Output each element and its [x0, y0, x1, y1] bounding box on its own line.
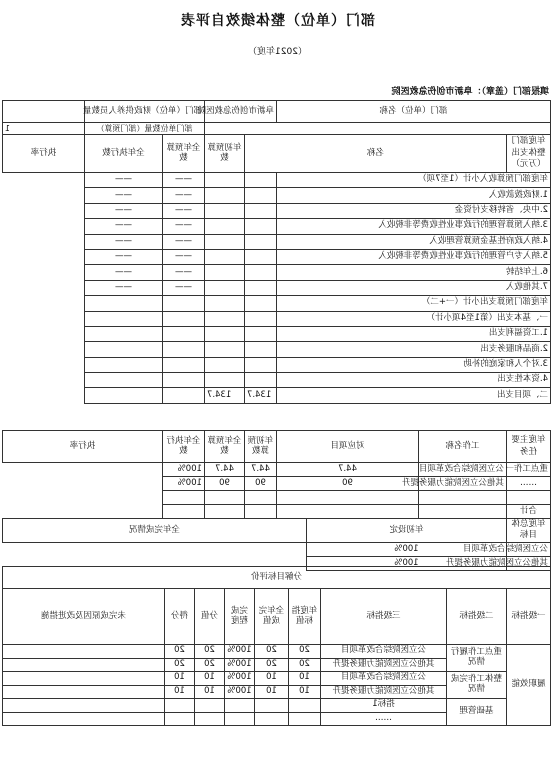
fund-full-budget	[204, 357, 244, 372]
table-row	[2, 219, 550, 234]
fund-budget	[244, 342, 276, 357]
eval-l2: 整体工作完成情况	[447, 672, 507, 699]
col-project: 对应项目	[277, 431, 419, 463]
fund-item-name: 4.纳入政府性基金预算管理收入	[276, 234, 550, 249]
fund-full-budget	[204, 249, 244, 264]
col-score: 得分	[165, 589, 195, 645]
task-rate: 100%	[163, 463, 205, 477]
table-row	[2, 173, 550, 188]
goals-side-label: 年度总体目标	[507, 519, 551, 543]
fund-rate: ——	[84, 188, 162, 203]
dept-name-label: 部门（单位）名称	[276, 101, 550, 123]
table-row	[2, 357, 550, 372]
tasks-table	[2, 430, 551, 519]
fund-item-name: 3.纳入预算管理的行政事业性收费等非税收入	[276, 219, 550, 234]
task-full-exec: 44.7	[205, 463, 245, 477]
fund-budget	[244, 249, 276, 264]
fund-rate: ——	[84, 280, 162, 295]
fund-full-budget	[204, 342, 244, 357]
eval-table	[2, 566, 551, 726]
eval-rate	[225, 712, 255, 726]
fund-item-name: 6.上年结转	[276, 265, 550, 280]
fund-rate	[84, 326, 162, 341]
eval-reason	[2, 672, 164, 686]
col-done: 全年完成情况	[3, 519, 307, 543]
eval-score: 10	[165, 672, 195, 686]
fund-budget	[244, 219, 276, 234]
table-row	[2, 249, 550, 264]
fund-full-budget	[204, 234, 244, 249]
col-full-exec: 全年执行数	[84, 135, 162, 173]
table-row	[2, 311, 550, 326]
col-task-rate: 执行率	[3, 431, 163, 463]
fund-budget	[244, 311, 276, 326]
eval-reason	[2, 712, 164, 726]
eval-reason	[2, 658, 164, 672]
fund-item-name: 年度部门预算支出小计（一+二）	[276, 296, 550, 311]
fund-item-name: 5.纳入专户管理的行政事业性收费等非税收入	[276, 249, 550, 264]
fund-rate	[84, 388, 162, 403]
eval-target	[289, 712, 321, 726]
fund-budget	[244, 357, 276, 372]
fund-item-name: 1.工资福利支出	[276, 326, 550, 341]
fund-budget	[244, 203, 276, 218]
fund-full-budget	[204, 296, 244, 311]
fund-full-exec	[162, 388, 204, 403]
report-year: （2021年度）	[248, 47, 307, 57]
eval-section-title: 分解目标评价	[2, 567, 550, 589]
fund-rate	[84, 357, 162, 372]
fund-item-name: 一、基本支出（第1至4项小计）	[276, 311, 550, 326]
eval-target: 10	[289, 672, 321, 686]
eval-full: 10	[255, 672, 289, 686]
eval-target: 20	[289, 658, 321, 672]
eval-l3: 指标1	[321, 699, 447, 713]
fund-full-exec: ——	[162, 280, 204, 295]
col-plan: 年初设定	[307, 519, 507, 543]
fund-item-name: 2.中央、省转移支付资金	[276, 203, 550, 218]
table-row	[2, 265, 550, 280]
fund-rate	[84, 296, 162, 311]
col-task-full-exec: 全年执行数	[163, 431, 205, 463]
eval-target	[289, 699, 321, 713]
eval-score-weight: 10	[195, 672, 225, 686]
fund-rate: ——	[84, 265, 162, 280]
page-title: 部门（单位）整体绩效自评表	[180, 13, 375, 29]
eval-score	[165, 699, 195, 713]
fund-rate	[84, 342, 162, 357]
eval-rate: 100%	[225, 645, 255, 659]
task-full-budget: 90	[245, 477, 277, 491]
fund-full-budget	[204, 326, 244, 341]
fund-item-name: 7.其他收入	[276, 280, 550, 295]
eval-score-weight: 20	[195, 645, 225, 659]
fund-full-exec: ——	[162, 265, 204, 280]
fund-rate: ——	[84, 234, 162, 249]
eval-l3: 公立医院综合改革项目	[321, 672, 447, 686]
fund-full-budget	[204, 265, 244, 280]
fund-rate: ——	[84, 203, 162, 218]
task-budget: 44.7	[277, 463, 419, 477]
table-row	[2, 388, 550, 403]
fund-budget	[244, 296, 276, 311]
task-full-exec: 90	[205, 477, 245, 491]
table-row	[2, 373, 550, 388]
eval-target: 10	[289, 685, 321, 699]
col-full: 全年完成值	[255, 589, 289, 645]
fund-full-exec: ——	[162, 173, 204, 188]
eval-score: 20	[165, 645, 195, 659]
fund-budget	[244, 265, 276, 280]
fund-full-budget	[204, 173, 244, 188]
fund-full-budget	[204, 203, 244, 218]
fund-budget	[244, 173, 276, 188]
fund-budget	[244, 326, 276, 341]
goal-done: 100%	[307, 542, 507, 556]
col-l1: 一级指标	[507, 589, 551, 645]
eval-full: 10	[255, 685, 289, 699]
table-row	[2, 203, 550, 218]
table-row	[2, 672, 550, 686]
col-full-budget: 全年预算数	[162, 135, 204, 173]
fund-budget	[244, 188, 276, 203]
col-task-full-budget: 全年预算数	[205, 431, 245, 463]
funds-side-label: 年度部门整体支出（万元）	[507, 135, 551, 173]
table-row	[2, 326, 550, 341]
fund-item-name: 年度部门预算收入小计（1至7项）	[276, 173, 550, 188]
fund-full-exec: ——	[162, 249, 204, 264]
fund-full-budget: 134.7	[204, 388, 244, 403]
goal-plan: 其他公立医院能力服务提升	[507, 556, 551, 570]
fund-rate	[84, 373, 162, 388]
fund-full-exec: ——	[162, 234, 204, 249]
dept-name-value: 阜新市创伤急救医院	[204, 101, 276, 123]
col-l2: 二级指标	[447, 589, 507, 645]
fund-full-exec: ——	[162, 203, 204, 218]
table-row	[2, 296, 550, 311]
eval-l1-label: 履职效能	[507, 645, 551, 726]
col-task: 工作名称	[419, 431, 507, 463]
table-row	[3, 542, 551, 556]
eval-rate: 100%	[225, 658, 255, 672]
task-budget: 90	[277, 477, 419, 491]
fund-rate: ——	[84, 219, 162, 234]
eval-full: 20	[255, 645, 289, 659]
fund-full-exec: ——	[162, 219, 204, 234]
fund-rate	[84, 311, 162, 326]
col-name: 名称	[244, 135, 506, 173]
goal-plan: 公立医院综合改革项目	[507, 542, 551, 556]
col-eval-rate: 完成程度	[225, 589, 255, 645]
eval-rate	[225, 699, 255, 713]
staff-count-value	[2, 101, 84, 123]
eval-l3: ……	[321, 712, 447, 726]
col-rate: 执行率	[2, 135, 84, 173]
fund-item-name: 1.财政拨款收入	[276, 188, 550, 203]
fund-full-exec	[162, 342, 204, 357]
fund-budget	[244, 234, 276, 249]
eval-l2: 重点工作履行情况	[447, 645, 507, 672]
task-name: 重点工作一	[507, 463, 551, 477]
table-row	[3, 477, 551, 491]
funds-table	[2, 100, 551, 404]
table-row	[3, 463, 551, 477]
eval-l3: 其他公立医院能力服务提升	[321, 685, 447, 699]
fund-full-exec	[162, 357, 204, 372]
goals-table	[2, 518, 551, 571]
table-row	[2, 699, 550, 713]
fund-rate: ——	[84, 249, 162, 264]
fund-full-budget	[204, 280, 244, 295]
fund-item-name: 2.商品和服务支出	[276, 342, 550, 357]
fund-item-name: 二、项目支出	[276, 388, 550, 403]
eval-l2: 基础管理	[447, 699, 507, 726]
eval-full	[255, 712, 289, 726]
fund-full-exec	[162, 311, 204, 326]
fund-full-exec	[162, 373, 204, 388]
tasks-side-label: 年度主要任务	[507, 431, 551, 463]
fund-item-name: 4.资本性支出	[276, 373, 550, 388]
col-budget: 年初预算数	[204, 135, 244, 173]
eval-score-weight: 20	[195, 658, 225, 672]
task-rate: 100%	[163, 477, 205, 491]
eval-score-weight	[195, 699, 225, 713]
eval-score: 20	[165, 658, 195, 672]
fund-budget	[244, 373, 276, 388]
eval-reason	[2, 685, 164, 699]
fund-full-exec	[162, 326, 204, 341]
eval-l3: 其他公立医院能力服务提升	[321, 658, 447, 672]
eval-full: 20	[255, 658, 289, 672]
fund-full-budget	[204, 219, 244, 234]
fund-budget	[244, 280, 276, 295]
col-task-budget: 年初预算数	[245, 431, 277, 463]
eval-l3: 公立医院综合改革项目	[321, 645, 447, 659]
fund-full-budget	[204, 311, 244, 326]
table-row	[2, 280, 550, 295]
fund-full-exec	[162, 296, 204, 311]
eval-rate: 100%	[225, 672, 255, 686]
task-name: ……	[507, 477, 551, 491]
eval-full	[255, 699, 289, 713]
eval-rate: 100%	[225, 685, 255, 699]
fund-full-budget	[204, 188, 244, 203]
goal-done: 100%	[307, 556, 507, 570]
task-project: 其他公立医院能力服务提升	[419, 477, 507, 491]
eval-target: 20	[289, 645, 321, 659]
unit-count-label: 部门单位数量（部门预算）	[84, 123, 204, 135]
col-l3: 三级指标	[321, 589, 447, 645]
eval-reason	[2, 645, 164, 659]
table-row	[2, 645, 550, 659]
eval-reason	[2, 699, 164, 713]
reporting-unit: 填报部门（盖章）：阜新市创伤急救医院	[391, 87, 549, 97]
task-project: 公立医院综合改革项目	[419, 463, 507, 477]
staff-count-label: 部门（单位）财政供养人员数量	[84, 101, 204, 123]
unit-count-value: 1	[2, 123, 84, 135]
col-target: 年度指标值	[289, 589, 321, 645]
eval-score: 10	[165, 685, 195, 699]
table-row	[2, 188, 550, 203]
table-row	[2, 342, 550, 357]
fund-full-exec: ——	[162, 188, 204, 203]
table-row	[2, 234, 550, 249]
task-full-budget: 44.7	[245, 463, 277, 477]
col-reason: 未完成原因及改进措施	[2, 589, 164, 645]
fund-rate: ——	[84, 173, 162, 188]
eval-score-weight	[195, 712, 225, 726]
fund-item-name: 3.对个人和家庭的补助	[276, 357, 550, 372]
fund-full-budget	[204, 373, 244, 388]
col-score-weight: 分值	[195, 589, 225, 645]
eval-score-weight: 10	[195, 685, 225, 699]
eval-score	[165, 712, 195, 726]
fund-budget: 134.7	[244, 388, 276, 403]
tasks-total-label: 合计	[507, 505, 551, 519]
